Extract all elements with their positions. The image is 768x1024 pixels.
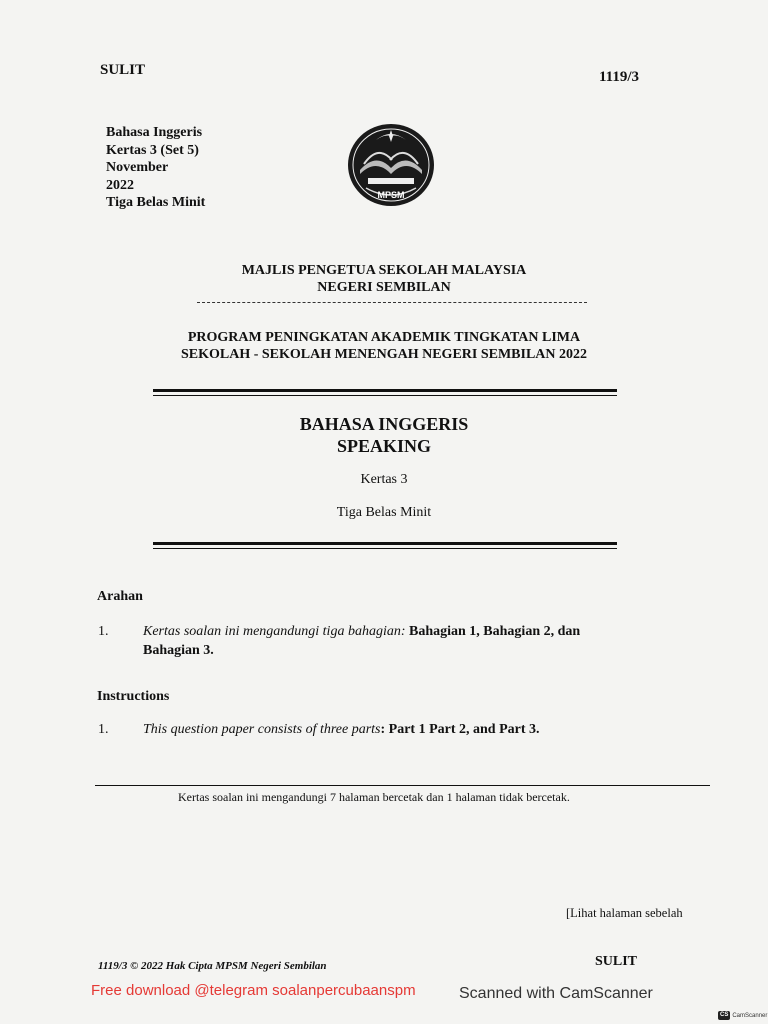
meta-subject: Bahasa Inggeris	[106, 125, 203, 140]
header-code: 1119/3	[599, 69, 640, 85]
copyright: 1119/3 © 2022 Hak Cipta MPSM Negeri Sembilan	[98, 960, 327, 972]
scanner-note: Scanned with CamScanner	[459, 985, 653, 1002]
download-note: Free download @telegram soalanpercubaanspm	[91, 982, 416, 999]
paper-label: Kertas 3	[360, 472, 408, 487]
program-schools: SEKOLAH - SEKOLAH MENENGAH NEGERI SEMBILAN 2022	[180, 347, 588, 362]
program-block	[0, 329, 768, 363]
logo-text: MPSM	[377, 190, 405, 200]
instructions-text	[143, 720, 663, 739]
page-count-note: Kertas soalan ini mengandungi 7 halaman bercetak dan 1 halaman tidak bercetak.	[178, 790, 570, 804]
header-sulit: SULIT	[100, 62, 146, 78]
instructions-num: 1.	[98, 722, 109, 737]
arahan-heading: Arahan	[97, 589, 143, 604]
program-title: PROGRAM PENINGKATAN AKADEMIK TINGKATAN LIMA	[187, 330, 581, 345]
instructions-italic: This question paper consists of three parts	[143, 722, 381, 737]
arahan-bold: Bahagian 1, Bahagian 2, dan	[405, 624, 581, 639]
org-name: MAJLIS PENGETUA SEKOLAH MALAYSIA	[241, 263, 527, 278]
subject-title: BAHASA INGGERIS	[299, 414, 469, 434]
duration-label: Tiga Belas Minit	[336, 505, 432, 520]
camscanner-badge	[718, 1011, 767, 1020]
instructions-bold: : Part 1 Part 2, and Part 3.	[380, 722, 540, 737]
footer-rule	[95, 785, 710, 786]
org-block	[0, 262, 768, 296]
meta-year: 2022	[106, 177, 134, 193]
component-title: SPEAKING	[336, 436, 432, 456]
next-page-note: [Lihat halaman sebelah	[566, 906, 683, 920]
camscanner-text: CamScanner	[732, 1012, 768, 1019]
footer-sulit: SULIT	[595, 954, 638, 969]
arahan-bold-2: Bahagian 3.	[143, 643, 214, 658]
arahan-text	[143, 622, 643, 660]
title-rule-top	[153, 389, 617, 392]
arahan-italic: Kertas soalan ini mengandungi tiga bahagian:	[143, 624, 406, 639]
instructions-heading: Instructions	[97, 689, 170, 704]
meta-paper: Kertas 3 (Set 5)	[106, 142, 199, 158]
arahan-num: 1.	[98, 624, 109, 639]
title-rule-bottom	[153, 542, 617, 545]
org-state: NEGERI SEMBILAN	[317, 280, 451, 295]
mpsm-logo	[346, 122, 436, 208]
camscanner-icon: CS	[720, 1012, 729, 1018]
meta-month: November	[106, 160, 169, 175]
meta-duration: Tiga Belas Minit	[106, 195, 206, 210]
title-block	[0, 413, 768, 457]
dashed-divider	[197, 302, 587, 303]
meta-block	[106, 124, 205, 212]
